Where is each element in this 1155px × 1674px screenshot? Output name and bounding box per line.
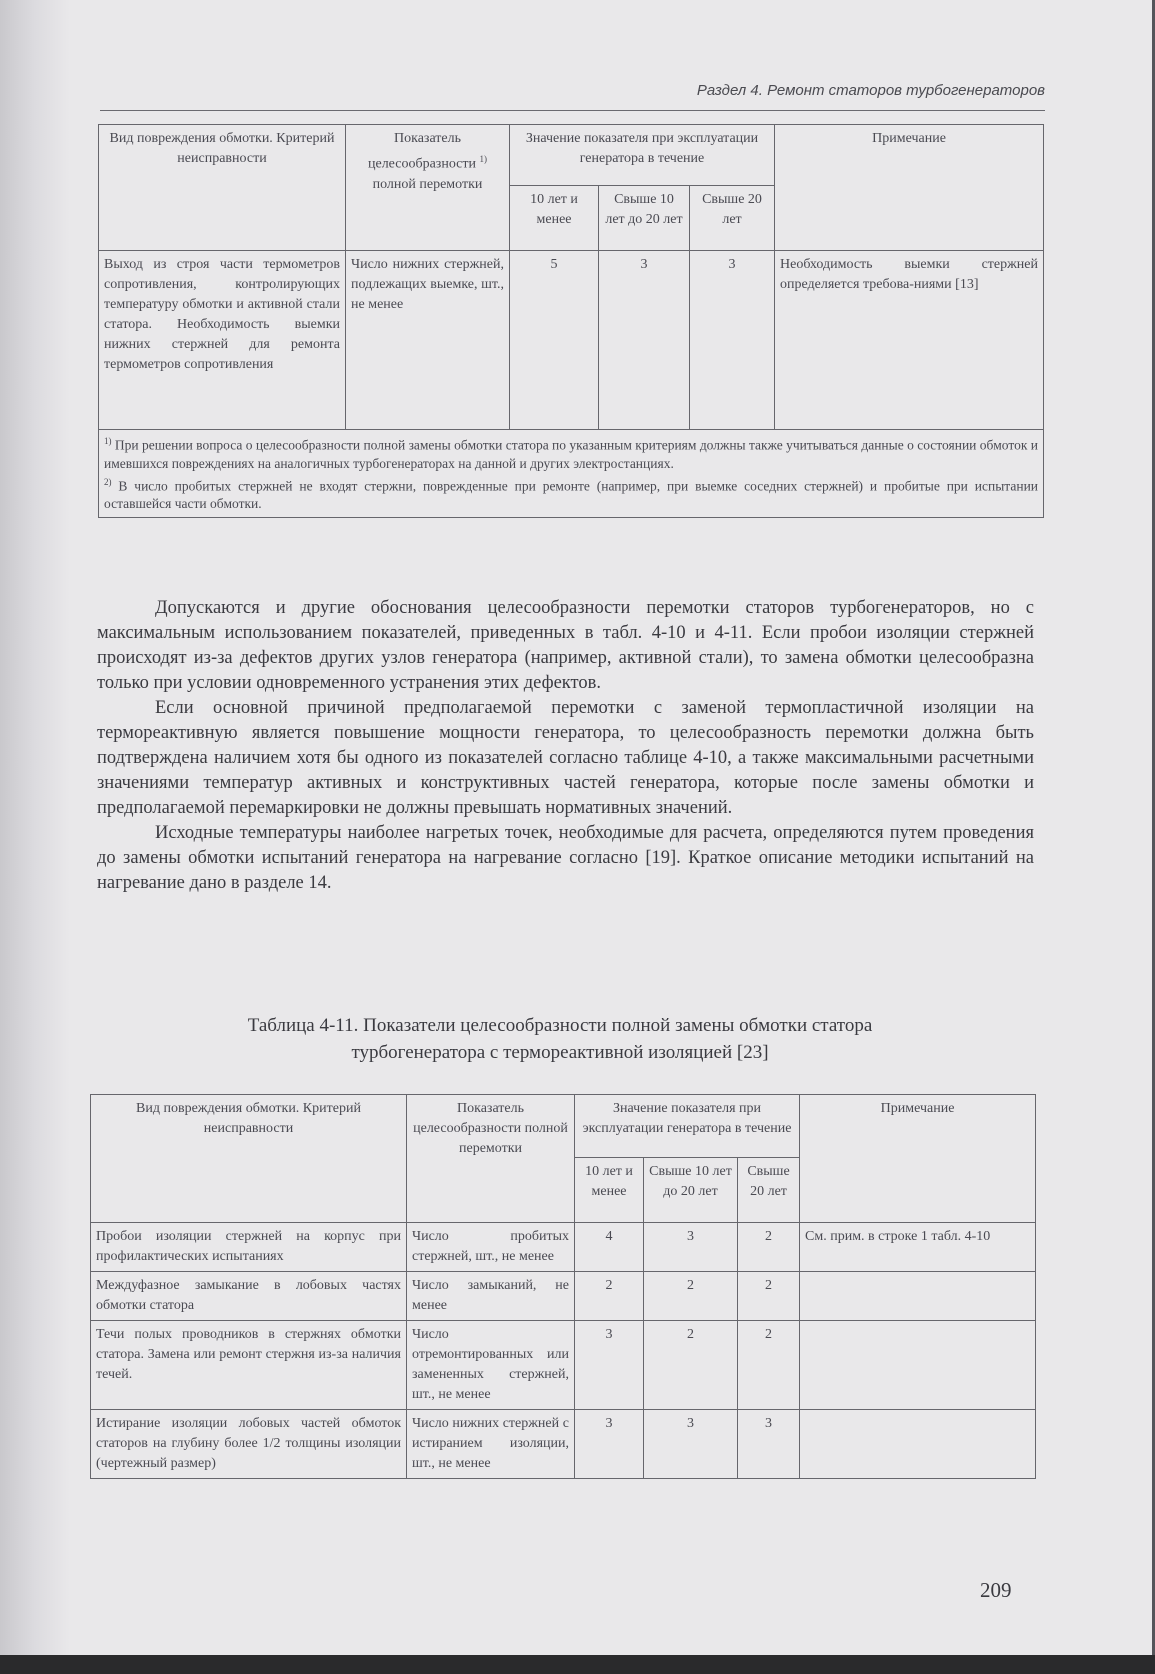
row-indicator: Число отремонтированных или замененных стержней, шт., не менее	[407, 1321, 575, 1410]
header-damage: Вид повреждения обмотки. Критерий неисправности	[91, 1095, 407, 1223]
table-row	[99, 251, 1044, 430]
header-10-20-years: Свыше 10 лет до 20 лет	[599, 186, 690, 251]
header-rule	[100, 110, 1045, 111]
row-value-10-20: 2	[644, 1321, 738, 1410]
footnote-1-mark: 1)	[104, 436, 112, 446]
caption-line-2: турбогенератора с термореактивной изоляцией [23]	[351, 1042, 769, 1063]
row-value-20: 3	[690, 251, 775, 430]
header-indicator-text-end: полной перемотки	[372, 176, 483, 192]
paragraph-3: Исходные температуры наиболее нагретых точек, необходимые для расчета, определяются путем проведения до замены обмотки испытаний генератора на нагревание согласно [19]. Краткое описание методики испытаний на нагревание дано в разделе 14.	[97, 823, 1034, 893]
row-value-20: 3	[738, 1410, 800, 1479]
row-value-10: 3	[575, 1410, 644, 1479]
row-value-10-20: 3	[644, 1410, 738, 1479]
header-value-group: Значение показателя при эксплуатации генератора в течение	[575, 1095, 800, 1158]
header-indicator-footnote-mark: 1)	[479, 154, 487, 164]
paragraph-2: Если основной причиной предполагаемой перемотки с заменой термопластичной изоляции на термореактивную является повышение мощности генератора, то целесообразность перемотки должна быть подтверждена наличием хотя бы одного из показателей согласно таблице 4-10, а также максимальными расчетными значениями температур активных и конструктивных частей генератора, которые после замены обмотки и предполагаемой перемаркировки не должны превышать нормативных значений.	[97, 698, 1034, 818]
row-damage: Выход из строя части термометров сопротивления, контролирующих температуру обмотки и активной стали статора. Необходимость выемки нижних стержней для ремонта термометров сопротивления	[99, 251, 346, 430]
row-value-10: 4	[575, 1223, 644, 1272]
header-note: Примечание	[800, 1095, 1036, 1223]
row-value-20: 2	[738, 1223, 800, 1272]
header-damage: Вид повреждения обмотки. Критерий неисправности	[99, 125, 346, 251]
row-value-10: 2	[575, 1272, 644, 1321]
row-indicator: Число замыканий, не менее	[407, 1272, 575, 1321]
row-note	[800, 1321, 1036, 1410]
row-indicator: Число нижних стержней, подлежащих выемке, шт., не менее	[346, 251, 510, 430]
header-10-years: 10 лет и менее	[510, 186, 599, 251]
row-value-10: 5	[510, 251, 599, 430]
row-damage: Междуфазное замыкание в лобовых частях обмотки статора	[91, 1272, 407, 1321]
table-row	[91, 1272, 1036, 1321]
row-note: Необходимость выемки стержней определяется требова-ниями [13]	[775, 251, 1044, 430]
header-over-20-years: Свыше 20 лет	[738, 1158, 800, 1223]
header-indicator	[346, 125, 510, 251]
row-note	[800, 1272, 1036, 1321]
page-gutter-shadow	[0, 0, 70, 1655]
table-4-10-continuation	[98, 124, 1044, 518]
body-text	[97, 596, 1034, 896]
table-caption	[150, 1012, 970, 1066]
row-value-10-20: 2	[644, 1272, 738, 1321]
table-footnotes	[99, 430, 1044, 518]
footnote-2-mark: 2)	[104, 476, 112, 487]
header-over-20-years: Свыше 20 лет	[690, 186, 775, 251]
row-indicator: Число нижних стержней с истиранием изоляции, шт., не менее	[407, 1410, 575, 1479]
row-damage: Пробои изоляции стержней на корпус при профилактических испытаниях	[91, 1223, 407, 1272]
header-note: Примечание	[775, 125, 1044, 251]
footnote-1	[104, 432, 1038, 473]
footnote-1-text: При решении вопроса о целесообразности полной замены обмотки статора по указанным критериям должны также учитываться данные о состоянии обмоток и имевшихся повреждениях на аналогичных турбогенераторах на данной и других электростанциях.	[104, 437, 1039, 471]
row-value-10-20: 3	[644, 1223, 738, 1272]
table-row	[91, 1410, 1036, 1479]
table-row	[91, 1223, 1036, 1272]
header-indicator-text: Показатель целесообразности	[367, 131, 476, 172]
footnote-2-text: В число пробитых стержней не входят стержни, поврежденные при ремонте (например, при выемке соседних стержней) и пробитые при испытании оставшейся части обмотки.	[104, 478, 1039, 511]
paragraph-1: Допускаются и другие обоснования целесообразности перемотки статоров турбогенераторов, но с максимальным использованием показателей, приведенных в табл. 4-10 и 4-11. Если пробои изоляции стержней происходят из-за дефектов других узлов генератора (например, активной стали), то замена обмотки целесообразна только при условии одновременного устранения этих дефектов.	[97, 598, 1034, 693]
running-header: Раздел 4. Ремонт статоров турбогенераторов	[696, 82, 1045, 99]
row-value-20: 2	[738, 1321, 800, 1410]
header-10-years: 10 лет и менее	[575, 1158, 644, 1223]
footnote-2	[104, 473, 1038, 514]
header-indicator: Показатель целесообразности полной перемотки	[407, 1095, 575, 1223]
row-note	[800, 1410, 1036, 1479]
row-value-20: 2	[738, 1272, 800, 1321]
table-4-11	[90, 1094, 1036, 1479]
header-10-20-years: Свыше 10 лет до 20 лет	[644, 1158, 738, 1223]
row-value-10: 3	[575, 1321, 644, 1410]
table-row	[91, 1321, 1036, 1410]
header-value-group: Значение показателя при эксплуатации генератора в течение	[510, 125, 775, 186]
row-damage: Течи полых проводников в стержнях обмотки статора. Замена или ремонт стержня из-за наличия течей.	[91, 1321, 407, 1410]
row-damage: Истирание изоляции лобовых частей обмоток статоров на глубину более 1/2 толщины изоляции (чертежный размер)	[91, 1410, 407, 1479]
page-number: 209	[980, 1578, 1012, 1602]
row-indicator: Число пробитых стержней, шт., не менее	[407, 1223, 575, 1272]
caption-line-1: Таблица 4-11. Показатели целесообразности полной замены обмотки статора	[247, 1015, 873, 1036]
row-value-10-20: 3	[599, 251, 690, 430]
row-note: См. прим. в строке 1 табл. 4-10	[800, 1223, 1036, 1272]
